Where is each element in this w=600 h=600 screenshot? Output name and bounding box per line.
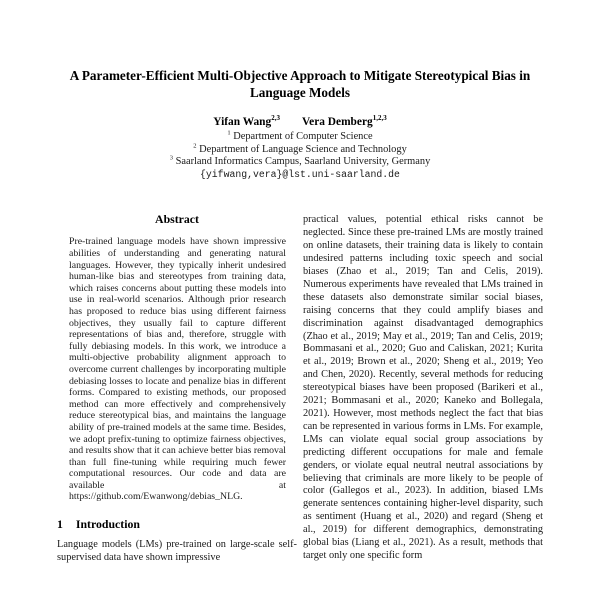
affiliation-3-marker: 3: [169, 154, 173, 162]
abstract-text: Pre-trained language models have shown impressive abilities of understanding and generating natural languages. However, they typically inherit undesired human-like bias and stereotypes from training data, which raises concerns about putting these models into use in real-world scenarios. Although prior research has proposed to reduce bias using different fairness objectives, they usually fail to capture different representations of bias and, therefore, struggle with fully debiasing models. In this work, we introduce a multi-objective probability alignment approach to overcome current challenges by incorporating multiple debiasing losses to locate and penalize bias in different forms. Compared to existing methods, our proposed method can more effectively and comprehensively reduce stereotypical bias, and maintains the language ability of pre-trained models at the same time. Besides, we adopt prefix-tuning to optimize fairness objectives, and results show that it can achieve better bias removal than full fine-tuning while requiring much fewer computational resources. Our code and data are available at https://github.com/Ewanwong/debias_NLG.: [69, 236, 286, 503]
contact-email: {yifwang,vera}@lst.uni-saarland.de: [200, 169, 400, 181]
author-1-name: Yifan Wang: [213, 116, 272, 129]
affiliation-3: [0, 156, 600, 168]
section-1-number: 1: [57, 517, 63, 532]
two-column-body: [0, 212, 600, 564]
abstract-heading: Abstract: [155, 212, 199, 227]
affiliations-block: [0, 131, 600, 168]
affiliation-1-text: Department of Computer Science: [233, 131, 373, 143]
paper-header: [0, 68, 600, 181]
authors-line: [0, 116, 600, 129]
right-column: [303, 212, 543, 564]
affiliation-2: [0, 144, 600, 156]
affiliation-1-marker: 1: [227, 129, 231, 137]
author-2: [302, 116, 387, 128]
affiliation-1: [0, 131, 600, 143]
section-1-heading: [57, 517, 297, 531]
affiliation-2-text: Department of Language Science and Technology: [199, 143, 407, 155]
author-2-name: Vera Demberg: [301, 116, 373, 129]
author-1: [213, 116, 280, 128]
section-1-title: Introduction: [75, 517, 140, 532]
paper-title: A Parameter-Efficient Multi-Objective Approach to Mitigate Stereotypical Bias in Language Models: [69, 68, 531, 100]
introduction-continuation-text: practical values, potential ethical risks cannot be neglected. Since these pre-trained LMs are mostly trained on online datasets, their training data is likely to contain undesired patterns including toxic speech and social biases (Zhao et al., 2019; Tan and Celis, 2019). Numerous experiments have revealed that LMs trained in these datasets also demonstrate similar social biases, raising concerns that they could amplify biases and discrimination against disadvantaged demographics (Zhao et al., 2019; May et al., 2019; Tan and Celis, 2019; Bommasani et al., 2020; Guo and Caliskan, 2021; Kurita et al., 2019; Brown et al., 2020; Sheng et al., 2019; Yeo and Chen, 2020). Recently, several methods for reducing stereotypical biases have been proposed (Barikeri et al., 2021; Bommasani et al., 2020; Kaneko and Bollegala, 2021). However, most methods neglect the fact that bias can be represented in various forms in LMs. For example, LMs can violate equal social group associations by predicting different occupations for male and female genders, or violate equal neutral neutral associations by believing that criminals are more likely to be people of color (Gallegos et al., 2023). In addition, biased LMs generate sentences containing higher-level disparity, such as sentiment (Huang et al., 2020) and regard (Sheng et al., 2019) for different demographics, demonstrating global bias (Liang et al., 2021). As a result, methods that target only one specific form: [303, 214, 543, 561]
author-2-affiliation-marker: 1,2,3: [372, 114, 387, 123]
affiliation-3-text: Saarland Informatics Campus, Saarland University, Germany: [175, 156, 431, 167]
left-column: [57, 212, 297, 564]
introduction-text: Language models (LMs) pre-trained on large-scale self-supervised data have shown impressive: [57, 539, 297, 563]
affiliation-2-marker: 2: [193, 142, 197, 150]
author-1-affiliation-marker: 2,3: [271, 114, 280, 123]
